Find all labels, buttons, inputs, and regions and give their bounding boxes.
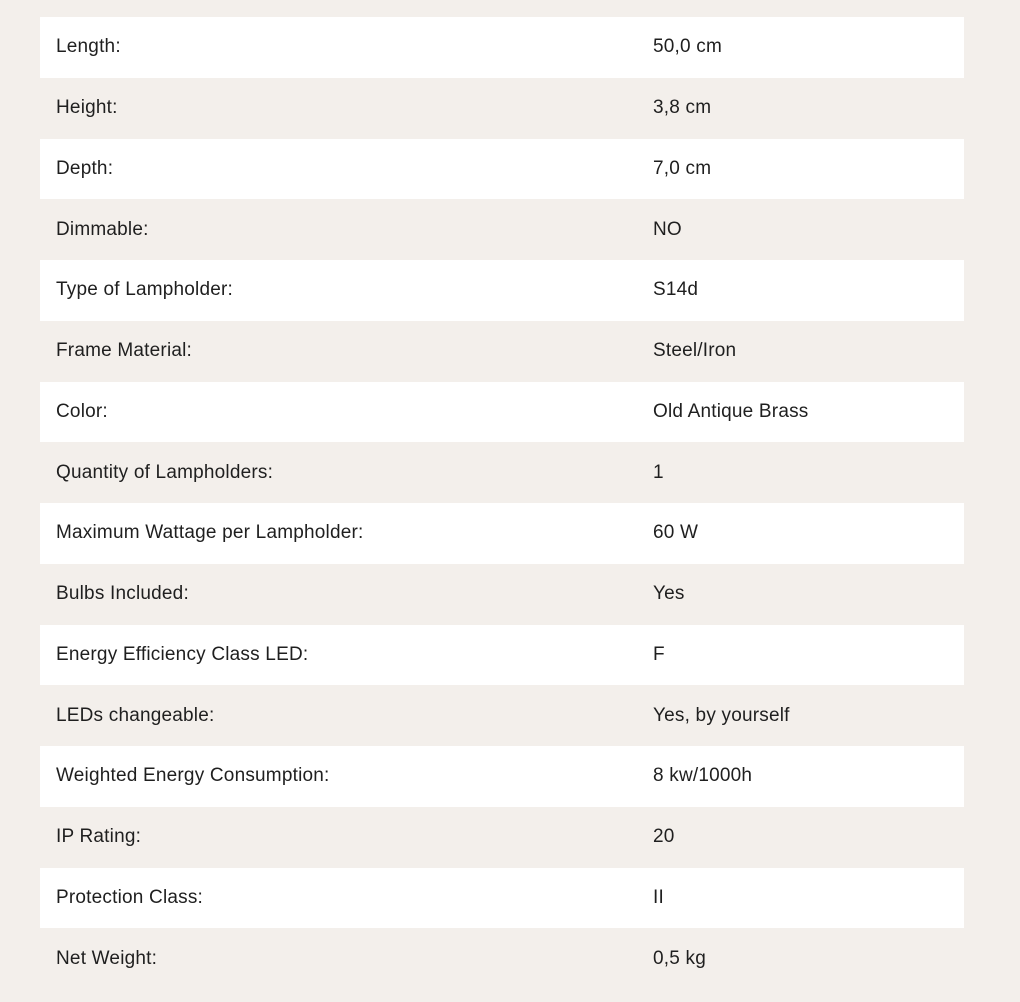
spec-row-max-wattage [40, 503, 964, 564]
spec-label: Height: [56, 97, 118, 119]
spec-label: LEDs changeable: [56, 704, 215, 726]
spec-row-bulbs-included [40, 564, 964, 625]
spec-row-lampholder-type [40, 260, 964, 321]
spec-value: 3,8 cm [653, 97, 712, 119]
spec-value: Yes [653, 583, 685, 605]
spec-row-height [40, 78, 964, 139]
spec-value: 20 [653, 826, 675, 848]
spec-label: Net Weight: [56, 947, 158, 969]
spec-label: Type of Lampholder: [56, 279, 234, 301]
spec-value: Old Antique Brass [653, 400, 809, 422]
spec-value: 50,0 cm [653, 36, 722, 58]
spec-label: Energy Efficiency Class LED: [56, 643, 309, 665]
spec-row-energy-class [40, 625, 964, 686]
spec-label: Dimmable: [56, 218, 149, 240]
spec-row-protection-class [40, 868, 964, 929]
spec-row-ip-rating [40, 807, 964, 868]
spec-row-energy-consumption [40, 746, 964, 807]
spec-value: 60 W [653, 522, 699, 544]
spec-value: 8 kw/1000h [653, 765, 753, 787]
spec-label: Bulbs Included: [56, 583, 189, 605]
spec-value: Steel/Iron [653, 340, 737, 362]
spec-row-frame-material [40, 321, 964, 382]
spec-label: IP Rating: [56, 826, 142, 848]
spec-value: 7,0 cm [653, 157, 712, 179]
spec-row-depth [40, 139, 964, 200]
spec-value: 0,5 kg [653, 947, 706, 969]
spec-row-net-weight [40, 928, 964, 989]
spec-row-color [40, 382, 964, 443]
spec-label: Color: [56, 400, 108, 422]
spec-value: NO [653, 218, 682, 240]
spec-label: Frame Material: [56, 340, 193, 362]
spec-value: S14d [653, 279, 699, 301]
spec-table [40, 17, 964, 989]
spec-label: Maximum Wattage per Lampholder: [56, 522, 364, 544]
spec-value: Yes, by yourself [653, 704, 790, 726]
spec-row-leds-changeable [40, 685, 964, 746]
spec-row-lampholder-quantity [40, 442, 964, 503]
spec-label: Depth: [56, 157, 114, 179]
spec-value: F [653, 643, 665, 665]
spec-value: 1 [653, 461, 664, 483]
spec-row-dimmable [40, 199, 964, 260]
spec-label: Weighted Energy Consumption: [56, 765, 330, 787]
spec-label: Quantity of Lampholders: [56, 461, 274, 483]
spec-label: Protection Class: [56, 886, 204, 908]
spec-label: Length: [56, 36, 121, 58]
spec-row-length [40, 17, 964, 78]
spec-value: II [653, 886, 664, 908]
